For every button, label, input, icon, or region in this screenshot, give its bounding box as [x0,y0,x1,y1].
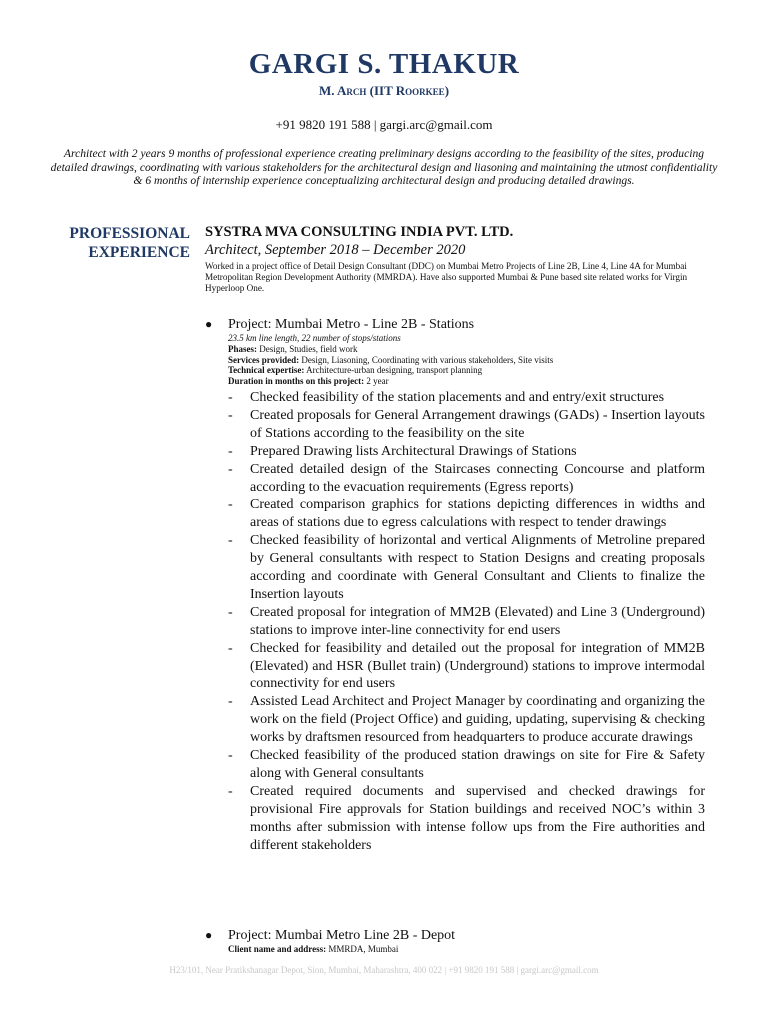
phases-label: Phases: [228,343,257,354]
dash-marker: - [228,389,233,405]
dash-marker: - [228,533,233,549]
candidate-degree: M. Arch (IIT Roorkee) [318,83,450,98]
task-text: Checked feasibility of the produced station drawings on site for Fire & Safety along with General consultants [250,748,705,782]
task-text: Prepared Drawing lists Architectural Drawings of Stations [250,443,577,459]
dash-marker: - [228,748,233,764]
dash-marker: - [228,461,233,477]
services-label: Services provided: [228,354,300,365]
dash-marker: - [228,407,233,423]
phases-value: Design, Studies, field work [259,343,358,354]
bullet-icon: ● [205,317,213,331]
task-item [205,747,705,783]
task-text: Created proposal for integration of MM2B (Elevated) and Line 3 (Underground) stations to improve inter-line connectivity for end users [250,604,705,638]
project-heading [205,316,705,333]
dash-marker: - [228,694,233,710]
section-title-line2: EXPERIENCE [88,244,190,261]
task-item [205,443,705,461]
project-subtitle: 23.5 km line length, 22 number of stops/stations [228,333,401,343]
section-title-experience [40,224,190,262]
duration-label: Duration in months on this project: [228,376,365,387]
bullet-icon: ● [205,928,213,942]
footer-address: H23/101, Near Pratikshanagar Depot, Sion, Mumbai, Maharashtra, 400 022 | +91 9820 191 588 | gargi.arc@gmail.com [169,965,599,975]
project-title: Project: Mumbai Metro - Line 2B - Stations [228,317,475,332]
task-item [205,604,705,640]
task-list [205,389,705,855]
project-client [228,944,705,955]
services-value: Design, Liasoning, Coordinating with various stakeholders, Site visits [301,354,554,365]
dash-marker: - [228,783,233,799]
task-text: Created required documents and supervised and checked drawings for provisional Fire approvals for Station buildings and received NOC’s within 3 months after submission with intense follow ups from the Fire authorities and different stakeholders [250,783,705,853]
task-text: Checked for feasibility and detailed out the proposal for integration of MM2B (Elevated) and HSR (Bullet train) (Underground) stations to improve intermodal connectivity for end users [250,640,705,692]
project-meta [205,333,705,387]
task-text: Created proposals for General Arrangement drawings (GADs) - Insertion layouts of Stations according to the feasibility on the site [250,407,705,441]
task-item [205,532,705,604]
task-text: Created comparison graphics for stations depicting differences in widths and areas of stations due to egress calculations with respect to tender drawings [250,497,705,531]
project-heading [205,927,705,944]
project-duration [228,376,705,387]
dash-marker: - [228,604,233,620]
duration-value: 2 year [366,376,389,387]
project-phases [228,344,705,355]
task-text: Checked feasibility of the station placements and and entry/exit structures [250,389,665,405]
task-text: Checked feasibility of horizontal and vertical Alignments of Metroline prepared by General consultants with respect to Station Designs and creating proposals according and coordinate with General Consultant and Clients to finalize the Insertion layouts [250,533,705,602]
task-item [205,640,705,694]
task-text: Created detailed design of the Staircases connecting Concourse and platform according to the evacuation requirements (Egress reports) [250,461,705,495]
company-name: SYSTRA MVA CONSULTING INDIA PVT. LTD. [205,224,514,240]
task-item [205,461,705,497]
project-line-2b-depot [205,927,705,955]
dash-marker: - [228,640,233,656]
task-item [205,783,705,855]
task-item [205,693,705,747]
project-title: Project: Mumbai Metro Line 2B - Depot [228,928,456,943]
expertise-label: Technical expertise: [228,365,305,376]
profile-summary: Architect with 2 years 9 months of professional experience creating preliminary designs according to the feasibility of the sites, producing detailed drawings, coordinating with various stakeholders for the architectural design and liasoning and maintaining the utmost confidentiality & 6 months of internship experience conceptualizing architectural design and producing detailed drawings. [50,147,718,187]
expertise-value: Architecture-urban designing, transport planning [306,365,483,376]
task-item [205,496,705,532]
contact-line: +91 9820 191 588 | gargi.arc@gmail.com [275,117,493,132]
project-expertise [228,365,705,376]
task-text: Assisted Lead Architect and Project Manager by coordinating and organizing the work on the field (Project Office) and guiding, updating, supervising & checking works by draftsmen resourced from headquarters to produce accurate drawings [250,694,705,746]
dash-marker: - [228,443,233,459]
project-line-2b-stations [205,316,705,855]
role-description: Worked in a project office of Detail Design Consultant (DDC) on Mumbai Metro Projects of Line 2B, Line 4, Line 4A for Mumbai Metropolitan Region Development Authority (MMRDA). Have also supported Mumbai & Pune based site related works for Virgin Hyperloop One. [205,261,688,293]
project-meta [205,944,705,955]
project-services [228,355,705,366]
role-title: Architect, September 2018 – December 2020 [205,242,466,258]
client-label: Client name and address: [228,944,327,954]
section-title-line1: PROFESSIONAL [69,225,190,242]
dash-marker: - [228,497,233,513]
task-item [205,389,705,407]
candidate-name: GARGI S. THAKUR [248,48,520,80]
client-value: MMRDA, Mumbai [328,944,399,954]
task-item [205,407,705,443]
